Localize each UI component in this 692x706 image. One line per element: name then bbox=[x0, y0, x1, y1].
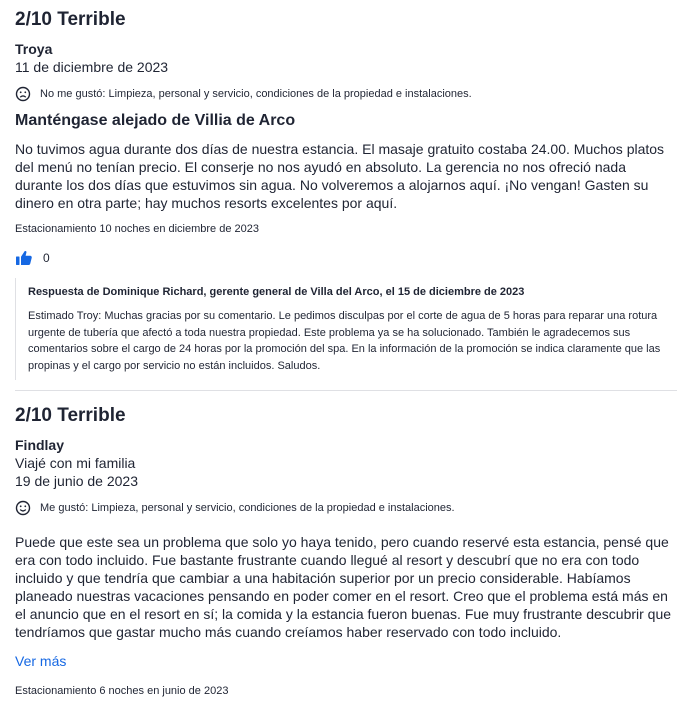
review-title: Manténgase alejado de Villia de Arco bbox=[15, 112, 296, 129]
helpful-button[interactable] bbox=[15, 249, 677, 267]
review-sentiment bbox=[15, 86, 677, 102]
review-stay-info: Estacionamiento 10 noches en diciembre de 2023 bbox=[15, 223, 259, 235]
response-body: Estimado Troy: Muchas gracias por su comentario. Le pedimos disculpas por el corte de agua de 5 horas para reparar una rotura urgente de tubería que afectó a toda nuestra propiedad. Este problema ya se ha solucionado. También le agradecemos sus comentarios sobre el cargo de 24 horas por la promoción del spa. En la información de la promoción se indica claramente que las propinas y el cargo por servicio no están incluidos. Saludos. bbox=[28, 310, 661, 372]
review-date: 19 de junio de 2023 bbox=[15, 473, 138, 489]
review-card bbox=[15, 391, 677, 699]
review-date: 11 de diciembre de 2023 bbox=[15, 59, 169, 75]
review-trip-type: Viajé con mi familia bbox=[15, 455, 136, 471]
review-score: 2/10 Terrible bbox=[15, 405, 126, 426]
manager-response bbox=[15, 278, 677, 380]
review-score: 2/10 Terrible bbox=[15, 9, 126, 30]
review-body: No tuvimos agua durante dos días de nuestra estancia. El masaje gratuito costaba 24.00. Muchos platos del menú no tenían precio. El conserje no nos ayudó en absoluto. La gerencia no nos ofreció nada durante los dos días que estuvimos sin agua. No volveremos a alojarnos aquí. ¡No vengan! Gasten su dinero en otra parte; hay muchos resorts excelentes por aquí. bbox=[15, 141, 665, 211]
see-more-link[interactable]: Ver más bbox=[15, 653, 67, 669]
review-author: Findlay bbox=[15, 437, 65, 453]
review-author: Troya bbox=[15, 41, 53, 57]
review-body: Puede que este sea un problema que solo yo haya tenido, pero cuando reservé esta estancia, pensé que era con todo incluido. Fue bastante frustrante cuando llegué al resort y descubrí que no era con todo incluido y que tendría que cambiar a una habitación superior por un precio considerable. Habíamos planeado nuestras vacaciones pensando en poder comer en el resort. Creo que el problema está más en el anuncio que en el resort en sí; la comida y la estancia fueron buenas. Fue muy frustrante descubrir que tendríamos que gastar mucho más cuando creíamos haber reservado con todo incluido. bbox=[15, 534, 672, 640]
review-card bbox=[15, 0, 677, 390]
sentiment-text: No me gustó: Limpieza, personal y servicio, condiciones de la propiedad e instalaciones. bbox=[40, 88, 472, 100]
thumbs-up-icon bbox=[15, 249, 33, 267]
happy-face-icon bbox=[15, 500, 31, 516]
helpful-count: 0 bbox=[43, 251, 50, 265]
sentiment-text: Me gustó: Limpieza, personal y servicio, condiciones de la propiedad e instalaciones. bbox=[40, 502, 455, 514]
review-sentiment bbox=[15, 500, 677, 516]
response-title: Respuesta de Dominique Richard, gerente general de Villa del Arco, el 15 de diciembre de 2023 bbox=[28, 286, 525, 298]
sad-face-icon bbox=[15, 86, 31, 102]
review-stay-info: Estacionamiento 6 noches en junio de 2023 bbox=[15, 685, 229, 697]
